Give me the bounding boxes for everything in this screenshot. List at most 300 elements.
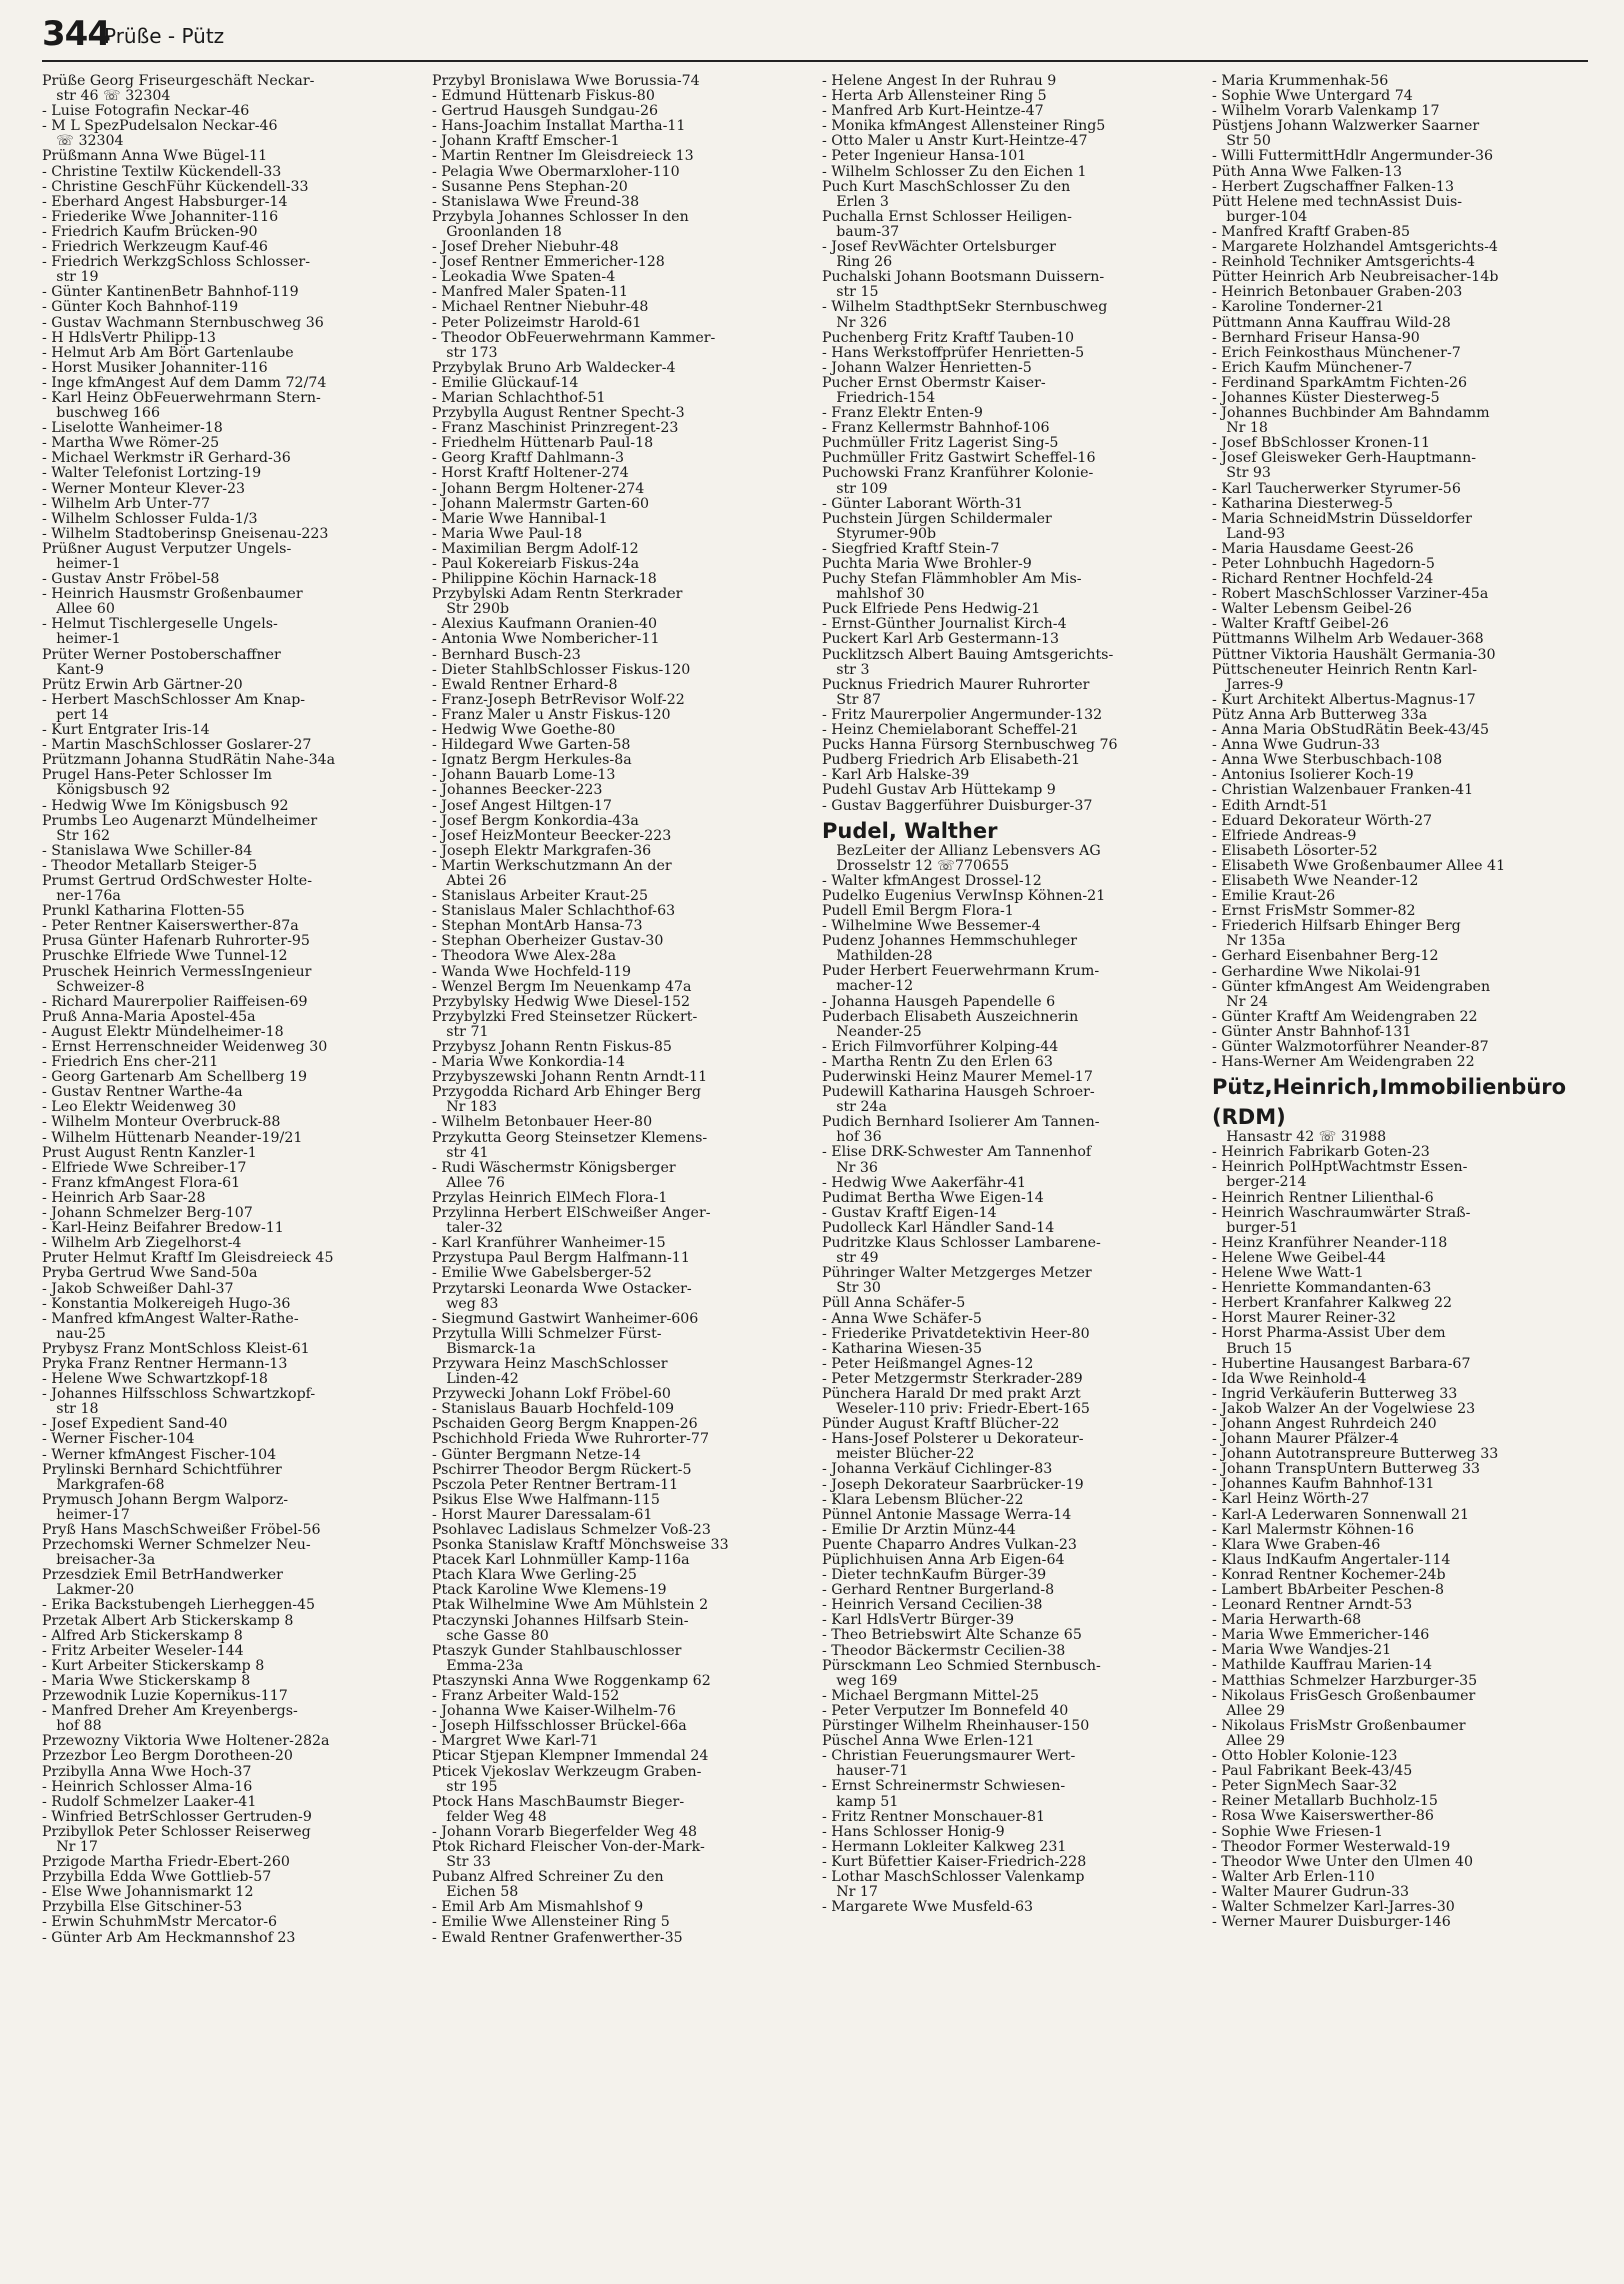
directory-entry: - Elisabeth Wwe Großenbaumer Allee 41 <box>1212 858 1506 874</box>
directory-entry: Pürsckmann Leo Schmied Sternbusch- <box>822 1658 1101 1674</box>
directory-entry: Püttmann Anna Kauffrau Wild-28 <box>1212 315 1451 331</box>
directory-entry: - Gerhardine Wwe Nikolai-91 <box>1212 964 1422 980</box>
directory-entry: Nr 18 <box>1212 421 1268 437</box>
directory-entry: Püttmanns Wilhelm Arb Wedauer-368 <box>1212 632 1484 648</box>
directory-entry: - Anna Wwe Schäfer-5 <box>822 1311 982 1327</box>
directory-entry: - Henriette Kommandanten-63 <box>1212 1281 1432 1297</box>
directory-entry: - Heinrich PolHptWachtmstr Essen- <box>1212 1160 1468 1176</box>
directory-entry: - Friedhelm Hüttenarb Paul-18 <box>432 436 654 452</box>
directory-entry: - Winfried BetrSchlosser Gertruden-9 <box>42 1809 312 1825</box>
directory-entry: Puck Elfriede Pens Hedwig-21 <box>822 602 1041 618</box>
directory-entry: - Richard Maurerpolier Raiffeisen-69 <box>42 994 308 1010</box>
directory-entry: - Paul Kokereiarb Fiskus-24a <box>432 557 640 572</box>
directory-entry: Przytulla Willi Schmelzer Fürst- <box>432 1326 662 1342</box>
directory-entry: - Helene Wwe Schwartzkopf-18 <box>42 1372 268 1388</box>
directory-entry: Nr 326 <box>822 315 887 331</box>
directory-entry: Puderbach Elisabeth Auszeichnerin <box>822 1009 1079 1025</box>
directory-entry: - Franz Arbeiter Wald-152 <box>432 1689 620 1705</box>
directory-entry: - Anna Wwe Gudrun-33 <box>1212 738 1380 754</box>
directory-entry: Prüße Georg Friseurgeschäft Neckar- <box>42 74 315 89</box>
directory-entry: - Johannes Kaufm Bahnhof-131 <box>1212 1477 1435 1493</box>
directory-entry: - Günter Anstr Bahnhof-131 <box>1212 1024 1412 1040</box>
directory-entry: Pruß Anna-Maria Apostel-45a <box>42 1009 256 1025</box>
directory-entry: - Franz kfmAngest Flora-61 <box>42 1175 241 1191</box>
directory-entry: - Josef Rentner Emmericher-128 <box>432 255 665 271</box>
directory-entry: Jarres-9 <box>1212 677 1284 693</box>
directory-entry: - Peter Ingenieur Hansa-101 <box>822 149 1027 165</box>
directory-entry: kamp 51 <box>822 1794 899 1810</box>
column-4 <box>1212 74 1590 2274</box>
directory-entry: felder Weg 48 <box>432 1809 547 1825</box>
directory-entry: Puchstein Jürgen Schildermaler <box>822 511 1052 527</box>
directory-entry: - Kurt Büfettier Kaiser-Friedrich-228 <box>822 1854 1087 1870</box>
directory-entry: Puckert Karl Arb Gestermann-13 <box>822 632 1060 648</box>
directory-entry: - Elfriede Wwe Schreiber-17 <box>42 1160 247 1176</box>
directory-entry: - Klaus IndKaufm Angertaler-114 <box>1212 1552 1451 1568</box>
directory-entry: - Ingrid Verkäuferin Butterweg 33 <box>1212 1386 1458 1402</box>
directory-entry: - Johanna Verkäuf Cichlinger-83 <box>822 1462 1053 1478</box>
directory-entry: - Rudolf Schmelzer Laaker-41 <box>42 1794 257 1810</box>
directory-entry: - Margret Wwe Karl-71 <box>432 1734 599 1750</box>
directory-entry: berger-214 <box>1212 1175 1307 1191</box>
directory-entry: Emma-23a <box>432 1658 524 1674</box>
directory-entry: str 195 <box>432 1779 498 1795</box>
directory-entry: Pudewill Katharina Hausgeh Schroer- <box>822 1085 1095 1101</box>
directory-entry: - Paul Fabrikant Beek-43/45 <box>1212 1764 1413 1780</box>
directory-entry: nau-25 <box>42 1326 106 1342</box>
directory-entry: Pudell Emil Bergm Flora-1 <box>822 903 1014 919</box>
directory-entry: Przybylla August Rentner Specht-3 <box>432 406 685 422</box>
directory-entry: - Johann Walzer Henrietten-5 <box>822 360 1032 376</box>
directory-entry: - Erich Filmvorführer Kolping-44 <box>822 1039 1059 1055</box>
directory-entry: - Manfred kfmAngest Walter-Rathe- <box>42 1311 299 1327</box>
directory-entry: Puchalla Ernst Schlosser Heiligen- <box>822 209 1072 225</box>
directory-entry: - Stanislawa Wwe Freund-38 <box>432 194 640 210</box>
directory-entry: Puch Kurt MaschSchlosser Zu den <box>822 179 1071 195</box>
directory-entry: Pütz Anna Arb Butterweg 33a <box>1212 707 1428 723</box>
directory-entry: - Günter kfmAngest Am Weidengraben <box>1212 979 1491 995</box>
directory-entry: Str 290b <box>432 602 510 618</box>
directory-entry: Prymusch Johann Bergm Walporz- <box>42 1492 289 1508</box>
directory-entry: Püll Anna Schäfer-5 <box>822 1296 966 1312</box>
directory-entry: Str 162 <box>42 828 110 844</box>
directory-entry: - Elfriede Andreas-9 <box>1212 828 1357 844</box>
directory-entry: - Walter Arb Erlen-110 <box>1212 1869 1375 1885</box>
directory-entry: Psonka Stanislaw Kraftf Mönchsweise 33 <box>432 1538 729 1554</box>
directory-entry: heimer-1 <box>42 632 121 648</box>
directory-entry: Puchy Stefan Flämmhobler Am Mis- <box>822 572 1082 588</box>
directory-entry: Przigode Martha Friedr-Ebert-260 <box>42 1855 290 1871</box>
directory-entry: Pryka Franz Rentner Hermann-13 <box>42 1356 288 1372</box>
directory-entry: - Hans-Joachim Installat Martha-11 <box>432 119 686 135</box>
directory-entry: - Gertrud Hausgeh Sundgau-26 <box>432 104 659 120</box>
directory-entry: - Wanda Wwe Hochfeld-119 <box>432 964 632 980</box>
directory-entry: - Gerhard Rentner Burgerland-8 <box>822 1583 1055 1599</box>
directory-entry: - Stanislaus Bauarb Hochfeld-109 <box>432 1402 675 1418</box>
directory-entry: - Wilhelm Stadtoberinsp Gneisenau-223 <box>42 526 329 542</box>
directory-entry: - Emilie Wwe Allensteiner Ring 5 <box>432 1915 670 1931</box>
directory-entry: Pruter Helmut Kraftf Im Gleisdreieck 45 <box>42 1251 334 1267</box>
directory-entry: - Edith Arndt-51 <box>1212 798 1329 814</box>
directory-entry: - Friederike Wwe Johanniter-116 <box>42 209 279 225</box>
directory-entry: - Franz-Joseph BetrRevisor Wolf-22 <box>432 692 685 708</box>
directory-entry: - Wilhelm Hüttenarb Neander-19/21 <box>42 1130 303 1146</box>
directory-entry: Puchowski Franz Kranführer Kolonie- <box>822 466 1094 482</box>
directory-entry: - Werner kfmAngest Fischer-104 <box>42 1447 277 1463</box>
directory-entry: - Siegfried Kraftf Stein-7 <box>822 541 1000 557</box>
directory-entry: - Nikolaus FrisMstr Großenbaumer <box>1212 1718 1466 1734</box>
directory-entry: - Karl-A Lederwaren Sonnenwall 21 <box>1212 1507 1470 1523</box>
directory-entry: Przystupa Paul Bergm Halfmann-11 <box>432 1251 690 1267</box>
directory-entry: - Peter Polizeimstr Harold-61 <box>432 315 642 331</box>
directory-entry: Prüßmann Anna Wwe Bügel-11 <box>42 149 268 165</box>
directory-entry: - Wilhelm Betonbauer Heer-80 <box>432 1115 653 1131</box>
directory-entry: - Klara Wwe Graben-46 <box>1212 1537 1381 1553</box>
directory-entry: Allee 29 <box>1212 1703 1285 1719</box>
directory-entry: Prust August Rentn Kanzler-1 <box>42 1145 257 1161</box>
directory-entry: - Helene Wwe Geibel-44 <box>1212 1250 1386 1266</box>
directory-entry: Przybylsky Hedwig Wwe Diesel-152 <box>432 994 691 1010</box>
directory-entry: - Heinrich Arb Saar-28 <box>42 1190 206 1206</box>
directory-entry: - Gerhard Eisenbahner Berg-12 <box>1212 949 1439 965</box>
directory-entry: - Martha Wwe Römer-25 <box>42 436 220 452</box>
directory-entry: Friedrich-154 <box>822 390 936 406</box>
directory-entry: - Ewald Rentner Erhard-8 <box>432 677 618 693</box>
directory-entry: Prütz Erwin Arb Gärtner-20 <box>42 677 243 693</box>
directory-entry: - Karl Heinz ObFeuerwehrmann Stern- <box>42 390 321 406</box>
directory-entry: - Hubertine Hausangest Barbara-67 <box>1212 1356 1471 1372</box>
directory-entry: - Heinrich Hausmstr Großenbaumer <box>42 587 303 603</box>
directory-entry: Pruschke Elfriede Wwe Tunnel-12 <box>42 949 288 965</box>
directory-entry: - Friederike Privatdetektivin Heer-80 <box>822 1326 1090 1342</box>
directory-entry: pert 14 <box>42 707 109 723</box>
directory-entry: Przewodnik Luzie Kopernikus-117 <box>42 1689 288 1705</box>
directory-entry: - Fritz Maurerpolier Angermunder-132 <box>822 707 1103 723</box>
directory-entry: - Hedwig Wwe Aakerfähr-41 <box>822 1175 1027 1191</box>
directory-entry: - Werner Fischer-104 <box>42 1432 195 1448</box>
directory-entry: Markgrafen-68 <box>42 1477 165 1493</box>
directory-entry: - Rosa Wwe Kaiserswerther-86 <box>1212 1809 1434 1825</box>
directory-entry: Weseler-110 priv: Friedr-Ebert-165 <box>822 1402 1090 1418</box>
directory-entry: str 173 <box>432 345 498 361</box>
directory-entry: Pticek Vjekoslav Werkzeugm Graben- <box>432 1764 702 1780</box>
directory-entry: Linden-42 <box>432 1372 519 1388</box>
directory-entry: Nr 17 <box>42 1839 98 1855</box>
directory-entry: Drosselstr 12 ☏770655 <box>822 858 1010 874</box>
directory-entry: Königsbusch 92 <box>42 783 171 799</box>
directory-entry: - Bernhard Friseur Hansa-90 <box>1212 330 1420 346</box>
directory-entry: ner-176a <box>42 889 121 905</box>
directory-entry: - Johanna Wwe Kaiser-Wilhelm-76 <box>432 1704 676 1720</box>
directory-entry: Pucknus Friedrich Maurer Ruhrorter <box>822 677 1090 693</box>
directory-entry: Str 87 <box>822 692 881 708</box>
page-range: Prüße - Pütz <box>104 24 225 48</box>
directory-entry: - Franz Maler u Anstr Fiskus-120 <box>432 707 671 723</box>
directory-entry: - Dieter StahlbSchlosser Fiskus-120 <box>432 662 691 678</box>
directory-entry: Ptacek Karl Lohnmüller Kamp-116a <box>432 1553 690 1569</box>
directory-entry: - Heinrich Waschraumwärter Straß- <box>1212 1205 1471 1221</box>
directory-entry: mahlshof 30 <box>822 587 925 603</box>
directory-entry: - Horst Kraftf Holtener-274 <box>432 466 629 482</box>
directory-entry: - Josef HeizMonteur Beecker-223 <box>432 828 672 844</box>
directory-entry: - Friedrich Werkzeugm Kauf-46 <box>42 240 268 256</box>
directory-entry: - Georg Kraftf Dahlmann-3 <box>432 451 625 467</box>
directory-entry: - Maria Herwarth-68 <box>1212 1613 1362 1629</box>
directory-entry: Neander-25 <box>822 1024 922 1040</box>
directory-entry: Nr 183 <box>432 1100 497 1116</box>
directory-entry: Pünnel Antonie Massage Werra-14 <box>822 1507 1072 1523</box>
directory-entry: - Stephan MontArb Hansa-73 <box>432 919 643 935</box>
directory-entry: - Johann Maurer Pfälzer-4 <box>1212 1432 1399 1448</box>
directory-entry: Nr 24 <box>1212 994 1268 1010</box>
directory-entry: - Fritz Arbeiter Weseler-144 <box>42 1643 244 1659</box>
directory-entry: - Herta Arb Allensteiner Ring 5 <box>822 89 1047 105</box>
directory-entry: - Margarete Wwe Musfeld-63 <box>822 1900 1034 1916</box>
directory-entry: - Ernst FrisMstr Sommer-82 <box>1212 904 1416 920</box>
directory-entry: Ptaczynski Johannes Hilfsarb Stein- <box>432 1613 689 1629</box>
directory-entry: Püschel Anna Wwe Erlen-121 <box>822 1734 1035 1750</box>
directory-entry: Pudberg Friedrich Arb Elisabeth-21 <box>822 753 1081 769</box>
directory-entry: Puchenberg Fritz Kraftf Tauben-10 <box>822 330 1074 346</box>
directory-entry: - Manfred Arb Kurt-Heintze-47 <box>822 104 1044 120</box>
directory-entry: - Sophie Wwe Friesen-1 <box>1212 1824 1384 1840</box>
directory-entry: - Stanislawa Wwe Schiller-84 <box>42 843 253 859</box>
directory-entry: - Walter Schmelzer Karl-Jarres-30 <box>1212 1899 1455 1915</box>
directory-entry: Pryß Hans MaschSchweißer Fröbel-56 <box>42 1523 321 1538</box>
directory-entry: Puchalski Johann Bootsmann Duissern- <box>822 270 1105 286</box>
directory-entry: - Johannes Küster Diesterweg-5 <box>1212 390 1440 406</box>
directory-entry: heimer-17 <box>42 1507 130 1523</box>
directory-entry: Przygodda Richard Arb Ehinger Berg <box>432 1085 701 1101</box>
directory-entry: Pudimat Bertha Wwe Eigen-14 <box>822 1190 1044 1206</box>
directory-entry: - Karl Arb Halske-39 <box>822 768 970 784</box>
directory-entry: Pschirrer Theodor Bergm Rückert-5 <box>432 1462 692 1478</box>
directory-entry: - Josef Gleisweker Gerh-Hauptmann- <box>1212 451 1477 467</box>
directory-entry: - Ewald Rentner Grafenwerther-35 <box>432 1930 683 1946</box>
directory-entry: - Wenzel Bergm Im Neuenkamp 47a <box>432 979 692 995</box>
directory-entry: - Günter Koch Bahnhof-119 <box>42 300 239 316</box>
directory-entry: - Christine GeschFühr Kückendell-33 <box>42 179 309 195</box>
directory-entry: Abtei 26 <box>432 873 507 889</box>
directory-entry: hof 88 <box>42 1719 102 1735</box>
directory-entry: - Franz Kellermstr Bahnhof-106 <box>822 421 1050 437</box>
directory-entry: - Maria Wwe Konkordia-14 <box>432 1055 625 1071</box>
directory-entry: - Pelagia Wwe Obermarxloher-110 <box>432 164 680 180</box>
directory-entry: - Helmut Tischlergeselle Ungels- <box>42 617 278 633</box>
directory-entry: - Manfred Dreher Am Kreyenbergs- <box>42 1704 298 1720</box>
directory-entry: - Richard Rentner Hochfeld-24 <box>1212 572 1434 588</box>
directory-entry: - Emilie Dr Ärztin Münz-44 <box>822 1522 1016 1538</box>
directory-entry: Pucks Hanna Fürsorg Sternbuschweg 76 <box>822 738 1118 754</box>
directory-entry: - Josef BbSchlosser Kronen-11 <box>1212 436 1431 452</box>
directory-entry: - Helene Angest In der Ruhrau 9 <box>822 74 1057 89</box>
directory-entry: - Gustav Anstr Fröbel-58 <box>42 572 220 588</box>
directory-entry: - Marian Schlachthof-51 <box>432 390 606 406</box>
directory-entry: Bismarck-1a <box>432 1341 536 1357</box>
directory-entry: str 41 <box>432 1145 489 1161</box>
directory-entry: - Emilie Wwe Gabelsberger-52 <box>432 1266 652 1282</box>
directory-entry: - Johannes Beecker-223 <box>432 783 603 799</box>
directory-entry: Styrumer-90b <box>822 526 937 542</box>
directory-entry: - Nikolaus FrisGesch Großenbaumer <box>1212 1688 1476 1704</box>
directory-entry: str 109 <box>822 481 888 497</box>
directory-entry: - Matthias Schmelzer Harzburger-35 <box>1212 1673 1478 1689</box>
directory-entry: - Emilie Kraut-26 <box>1212 889 1336 905</box>
directory-entry: - Christian Feuerungsmaurer Wert- <box>822 1749 1076 1765</box>
directory-entry: - Monika kfmAngest Allensteiner Ring5 <box>822 119 1106 135</box>
directory-entry: - Hermann Lokleiter Kalkweg 231 <box>822 1839 1067 1855</box>
directory-entry: Erlen 3 <box>822 194 889 210</box>
directory-entry: - Antonius Isolierer Koch-19 <box>1212 768 1414 784</box>
directory-entry: - Günter Bergmann Netze-14 <box>432 1447 641 1463</box>
directory-entry: - Joseph Elektr Markgrafen-36 <box>432 843 652 859</box>
directory-entry: Pucklitzsch Albert Bauing Amtsgerichts- <box>822 647 1114 663</box>
directory-entry: Puchmüller Fritz Gastwirt Scheffel-16 <box>822 451 1096 467</box>
directory-entry: Pühringer Walter Metzgerges Metzer <box>822 1266 1092 1282</box>
directory-entry: - Antonia Wwe Nombericher-11 <box>432 632 660 648</box>
directory-entry: - Michael Werkmstr iR Gerhard-36 <box>42 451 291 467</box>
directory-entry: baum-37 <box>822 224 900 240</box>
directory-entry: - Horst Maurer Daressalam-61 <box>432 1507 653 1523</box>
directory-entry: Przytarski Leonarda Wwe Ostacker- <box>432 1281 692 1297</box>
directory-entry: Prugel Hans-Peter Schlosser Im <box>42 768 272 784</box>
directory-entry: - Ernst-Günther Journalist Kirch-4 <box>822 617 1067 633</box>
directory-entry: hauser-71 <box>822 1764 909 1780</box>
directory-entry: - Karl Heinz Wörth-27 <box>1212 1492 1370 1508</box>
directory-entry: - Stanislaus Arbeiter Kraut-25 <box>432 889 649 905</box>
directory-entry: Przybyla Johannes Schlosser In den <box>432 209 689 225</box>
directory-entry: - Willi FuttermittHdlr Angermunder-36 <box>1212 149 1494 165</box>
directory-entry: Przybyszewski Johann Rentn Arndt-11 <box>432 1070 708 1086</box>
directory-entry: - Wilhelm Schlosser Fulda-1/3 <box>42 511 258 527</box>
directory-entry: - August Elektr Mündelheimer-18 <box>42 1024 284 1040</box>
directory-entry: - Karl HdlsVertr Bürger-39 <box>822 1613 1015 1629</box>
directory-entry: - H HdlsVertr Philipp-13 <box>42 330 216 346</box>
directory-entry: Przesdziek Emil BetrHandwerker <box>42 1568 283 1584</box>
directory-entry: - Karl Malermstr Köhnen-16 <box>1212 1522 1415 1538</box>
directory-entry: str 49 <box>822 1251 879 1267</box>
directory-entry: - Kurt Architekt Albertus-Magnus-17 <box>1212 692 1476 708</box>
directory-entry: - Rudi Wäschermstr Königsberger <box>432 1160 676 1176</box>
directory-entry: Pudelko Eugenius VerwInsp Köhnen-21 <box>822 888 1106 904</box>
directory-entry: Str 93 <box>1212 466 1271 482</box>
directory-entry: macher-12 <box>822 979 914 995</box>
directory-entry: - Günter Kraftf Am Weidengraben 22 <box>1212 1009 1478 1025</box>
directory-entry: Prusa Günter Hafenarb Ruhrorter-95 <box>42 934 310 950</box>
directory-entry: - Erich Kaufm Münchener-7 <box>1212 360 1413 376</box>
directory-entry: - Johannes Buchbinder Am Bahndamm <box>1212 406 1490 422</box>
directory-entry: - Heinz Kranführer Neander-118 <box>1212 1235 1448 1251</box>
directory-entry: Przybylak Bruno Arb Waldecker-4 <box>432 360 676 376</box>
directory-entry: - Helene Wwe Watt-1 <box>1212 1266 1364 1282</box>
directory-entry: - Friedrich Ens cher-211 <box>42 1055 219 1071</box>
directory-entry: - Elisabeth Wwe Neander-12 <box>1212 873 1419 889</box>
directory-entry: Przybysz Johann Rentn Fiskus-85 <box>432 1040 672 1055</box>
directory-entry: - Fritz Rentner Monschauer-81 <box>822 1809 1046 1825</box>
directory-entry: Pticar Stjepan Klempner Immendal 24 <box>432 1749 709 1765</box>
directory-entry: Ptach Klara Wwe Gerling-25 <box>432 1568 637 1584</box>
directory-entry: str 18 <box>42 1402 99 1418</box>
directory-entry: Przylas Heinrich ElMech Flora-1 <box>432 1190 668 1206</box>
directory-entry: Przybyl Bronislawa Wwe Borussia-74 <box>432 74 700 89</box>
directory-entry: Nr 135a <box>1212 934 1286 950</box>
page-number: 344 <box>42 14 110 54</box>
directory-entry: - Heinrich Rentner Lilienthal-6 <box>1212 1190 1434 1206</box>
directory-entry: Ptaszyk Gunder Stahlbauschlosser <box>432 1643 682 1659</box>
directory-entry: - Peter Heißmangel Agnes-12 <box>822 1356 1034 1372</box>
directory-entry: Przykutta Georg Steinsetzer Klemens- <box>432 1130 708 1146</box>
directory-entry: Przywara Heinz MaschSchlosser <box>432 1356 668 1372</box>
directory-entry: - Wilhelm Arb Ziegelhorst-4 <box>42 1236 242 1252</box>
directory-columns <box>42 74 1592 2274</box>
directory-entry: - Stephan Oberheizer Gustav-30 <box>432 934 664 950</box>
directory-entry: - Maria Hausdame Geest-26 <box>1212 541 1414 557</box>
directory-entry: - Wilhelm StadthptSekr Sternbuschweg <box>822 300 1108 316</box>
directory-entry: Przezbor Leo Bergm Dorotheen-20 <box>42 1749 293 1765</box>
directory-entry: Prybysz Franz MontSchloss Kleist-61 <box>42 1341 310 1357</box>
directory-entry: Pudenz Johannes Hemmschuhleger <box>822 934 1078 950</box>
directory-entry: - Eduard Dekorateur Wörth-27 <box>1212 813 1433 829</box>
directory-entry: - Herbert Zugschaffner Falken-13 <box>1212 179 1454 195</box>
directory-entry: Prylinski Bernhard Schichtführer <box>42 1462 282 1478</box>
directory-entry: - Josef Bergm Konkordia-43a <box>432 813 639 829</box>
directory-entry: - Bernhard Busch-23 <box>432 647 581 663</box>
directory-entry: meister Blücher-22 <box>822 1447 975 1463</box>
directory-entry: - Kurt Entgrater Iris-14 <box>42 723 210 739</box>
directory-entry: str 3 <box>822 662 870 678</box>
directory-entry: Przybylzki Fred Steinsetzer Rückert- <box>432 1009 698 1025</box>
directory-entry: - Gustav Baggerführer Duisburger-37 <box>822 798 1093 814</box>
directory-entry: Puchmüller Fritz Lagerist Sing-5 <box>822 436 1059 452</box>
directory-entry: Pryba Gertrud Wwe Sand-50a <box>42 1266 258 1282</box>
directory-entry: str 24a <box>822 1100 887 1116</box>
directory-entry: - Josef Expedient Sand-40 <box>42 1417 228 1433</box>
directory-entry: - Dieter technKaufm Bürger-39 <box>822 1568 1047 1584</box>
directory-entry: - Heinrich Betonbauer Graben-203 <box>1212 285 1463 301</box>
directory-entry: BezLeiter der Allianz Lebensvers AG <box>822 843 1101 859</box>
directory-entry: - Johann Angest Ruhrdeich 240 <box>1212 1416 1437 1432</box>
directory-entry: Nr 17 <box>822 1885 878 1901</box>
directory-entry: - Alfred Arb Stickerskamp 8 <box>42 1628 243 1644</box>
directory-entry: - Siegmund Gastwirt Wanheimer-606 <box>432 1311 699 1327</box>
directory-entry: - Elisabeth Lösorter-52 <box>1212 843 1378 859</box>
directory-entry: - Gustav Wachmann Sternbuschweg 36 <box>42 315 324 331</box>
directory-entry: Przybilla Edda Wwe Gottlieb-57 <box>42 1870 272 1886</box>
directory-entry: - Elise DRK-Schwester Am Tannenhof <box>822 1145 1092 1161</box>
entry-heading: Pudel, Walther <box>822 818 998 843</box>
directory-entry: Püth Anna Wwe Falken-13 <box>1212 164 1403 180</box>
directory-entry: - Günter KantinenBetr Bahnhof-119 <box>42 285 299 301</box>
directory-entry: - M L SpezPudelsalon Neckar-46 <box>42 119 278 135</box>
directory-entry: - Günter Walzmotorführer Neander-87 <box>1212 1040 1489 1055</box>
directory-entry: heimer-1 <box>42 557 121 572</box>
directory-entry: - Liselotte Wanheimer-18 <box>42 421 223 437</box>
directory-entry: str 46 ☏ 32304 <box>42 89 171 105</box>
directory-entry: hof 36 <box>822 1130 882 1146</box>
directory-entry: - Otto Hobler Kolonie-123 <box>1212 1749 1398 1765</box>
directory-entry: Groonlanden 18 <box>432 224 562 240</box>
page-header <box>42 10 1588 62</box>
directory-entry: Prunkl Katharina Flotten-55 <box>42 904 245 920</box>
directory-entry: Pudich Bernhard Isolierer Am Tannen- <box>822 1115 1100 1131</box>
directory-entry: burger-51 <box>1212 1220 1299 1236</box>
column-1 <box>42 74 420 2274</box>
column-2 <box>432 74 810 2274</box>
directory-entry: Püttner Viktoria Haushält Germania-30 <box>1212 647 1496 663</box>
directory-entry: - Manfred Kraftf Graben-85 <box>1212 224 1411 240</box>
directory-entry: Ptock Hans MaschBaumstr Bieger- <box>432 1794 685 1810</box>
directory-entry: - Hans-Werner Am Weidengraben 22 <box>1212 1055 1475 1071</box>
